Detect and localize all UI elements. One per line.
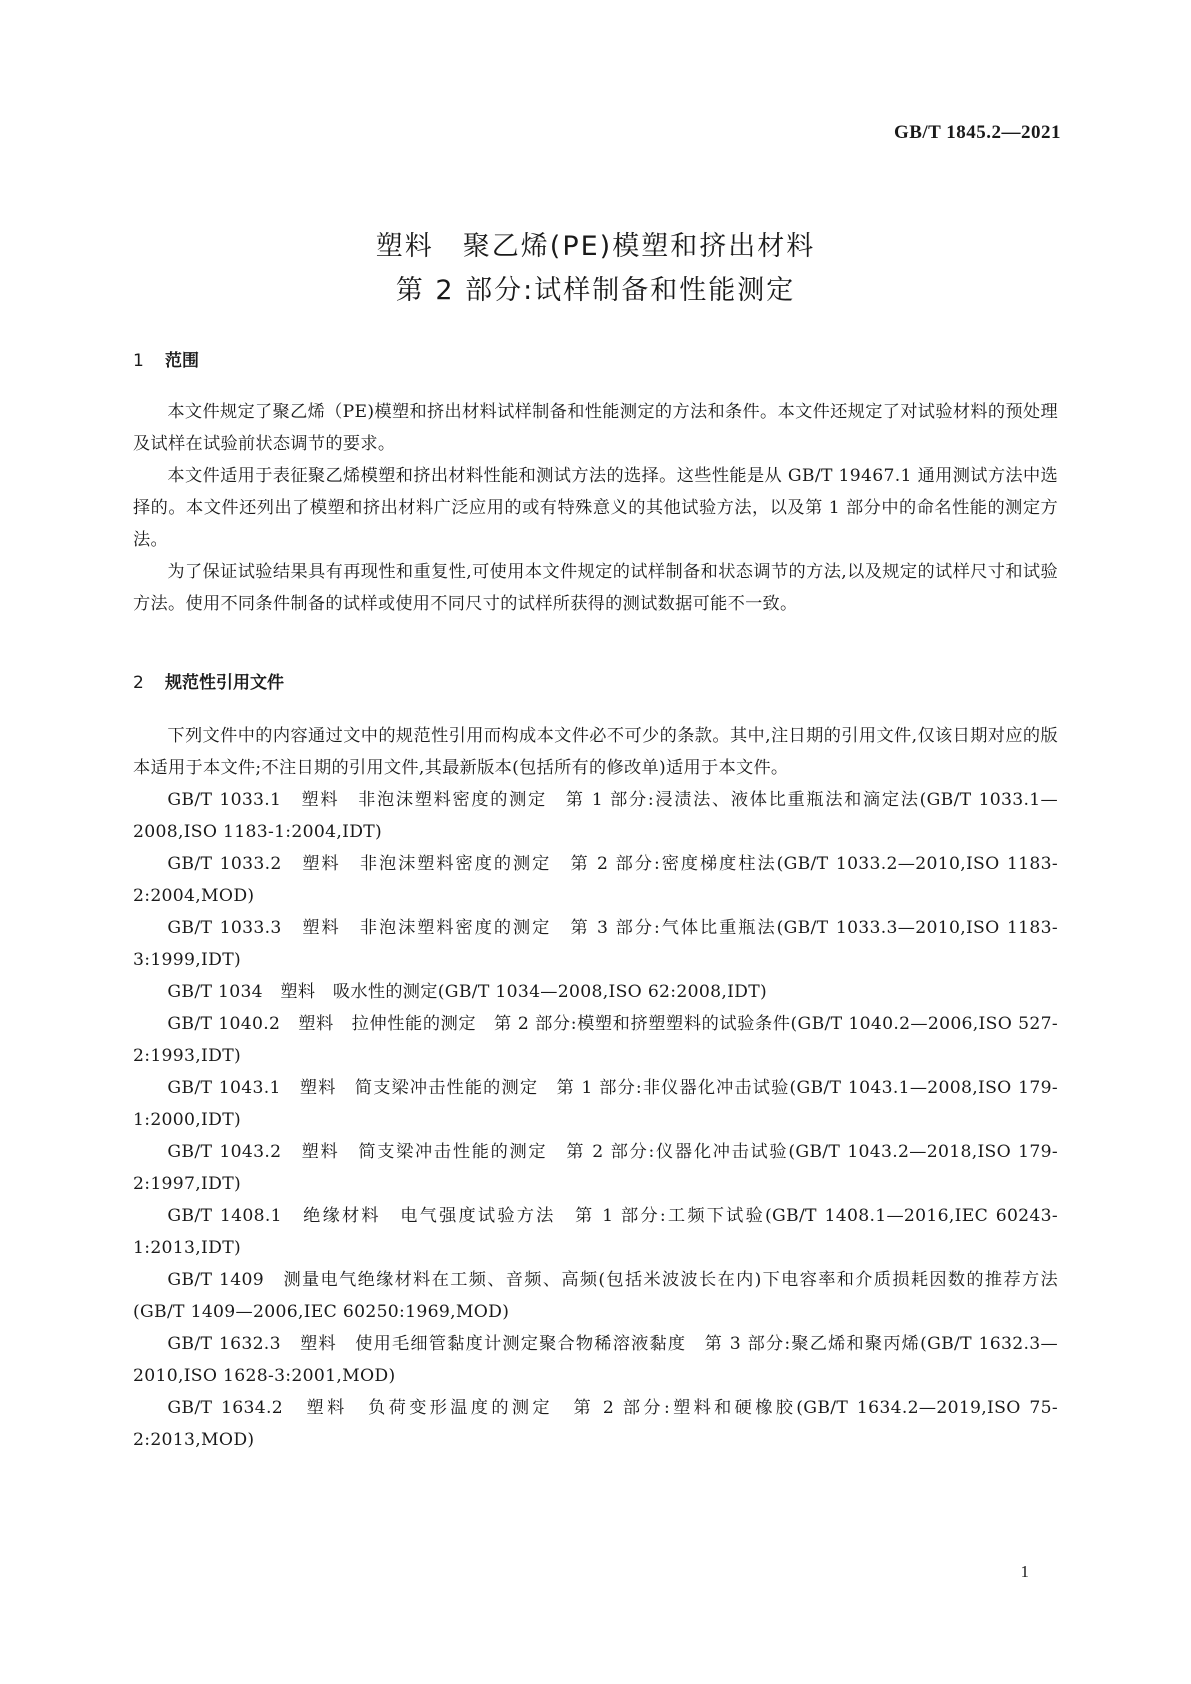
reference-item: GB/T 1408.1 绝缘材料 电气强度试验方法 第 1 部分:工频下试验(GB/T 1408.1—2016,IEC 60243-1:2013,IDT) bbox=[133, 1206, 1058, 1258]
section-1-body bbox=[133, 396, 1058, 620]
reference-item: GB/T 1043.1 塑料 简支梁冲击性能的测定 第 1 部分:非仪器化冲击试验(GB/T 1043.1—2008,ISO 179-1:2000,IDT) bbox=[133, 1078, 1058, 1130]
standard-code: GB/T 1845.2—2021 bbox=[893, 122, 1061, 143]
reference-item: GB/T 1409 测量电气绝缘材料在工频、音频、高频(包括米波波长在内)下电容率和介质损耗因数的推荐方法(GB/T 1409—2006,IEC 60250:1969,MOD) bbox=[133, 1270, 1058, 1322]
paragraph: 为了保证试验结果具有再现性和重复性,可使用本文件规定的试样制备和状态调节的方法,以及规定的试样尺寸和试验方法。使用不同条件制备的试样或使用不同尺寸的试样所获得的测试数据可能不一致。 bbox=[133, 562, 1058, 614]
section-2-title: 规范性引用文件 bbox=[165, 673, 284, 693]
document-title-line-1: 塑料 聚乙烯(PE)模塑和挤出材料 bbox=[375, 231, 816, 262]
reference-item: GB/T 1043.2 塑料 简支梁冲击性能的测定 第 2 部分:仪器化冲击试验(GB/T 1043.2—2018,ISO 179-2:1997,IDT) bbox=[133, 1142, 1058, 1194]
section-1-heading bbox=[133, 346, 199, 371]
reference-item: GB/T 1634.2 塑料 负荷变形温度的测定 第 2 部分:塑料和硬橡胶(GB/T 1634.2—2019,ISO 75-2:2013,MOD) bbox=[133, 1398, 1058, 1450]
page-number: 1 bbox=[1020, 1562, 1029, 1581]
reference-item: GB/T 1632.3 塑料 使用毛细管黏度计测定聚合物稀溶液黏度 第 3 部分:聚乙烯和聚丙烯(GB/T 1632.3—2010,ISO 1628-3:2001,MOD) bbox=[133, 1334, 1058, 1386]
reference-item: GB/T 1033.2 塑料 非泡沫塑料密度的测定 第 2 部分:密度梯度柱法(GB/T 1033.2—2010,ISO 1183-2:2004,MOD) bbox=[133, 854, 1058, 906]
paragraph: 本文件适用于表征聚乙烯模塑和挤出材料性能和测试方法的选择。这些性能是从 GB/T 19467.1 通用测试方法中选择的。本文件还列出了模塑和挤出材料广泛应用的或有特殊意义的其他试验方法，以及第 1 部分中的命名性能的测定方法。 bbox=[133, 466, 1058, 550]
reference-item: GB/T 1040.2 塑料 拉伸性能的测定 第 2 部分:模塑和挤塑塑料的试验条件(GB/T 1040.2—2006,ISO 527-2:1993,IDT) bbox=[133, 1014, 1058, 1066]
section-1-title: 范围 bbox=[165, 351, 199, 371]
section-2-number: 2 bbox=[133, 673, 144, 693]
paragraph: 下列文件中的内容通过文中的规范性引用而构成本文件必不可少的条款。其中,注日期的引用文件,仅该日期对应的版本适用于本文件;不注日期的引用文件,其最新版本(包括所有的修改单)适用于本文件。 bbox=[133, 726, 1058, 778]
section-1-number: 1 bbox=[133, 351, 144, 371]
section-2-heading bbox=[133, 668, 284, 693]
reference-item: GB/T 1034 塑料 吸水性的测定(GB/T 1034—2008,ISO 62:2008,IDT) bbox=[167, 982, 768, 1002]
document-title-line-2: 第 2 部分:试样制备和性能测定 bbox=[395, 275, 796, 306]
paragraph: 本文件规定了聚乙烯（PE)模塑和挤出材料试样制备和性能测定的方法和条件。本文件还规定了对试验材料的预处理及试样在试验前状态调节的要求。 bbox=[133, 402, 1058, 454]
reference-item: GB/T 1033.1 塑料 非泡沫塑料密度的测定 第 1 部分:浸渍法、液体比重瓶法和滴定法(GB/T 1033.1—2008,ISO 1183-1:2004,IDT) bbox=[133, 790, 1058, 842]
section-2-body bbox=[133, 720, 1058, 1456]
reference-item: GB/T 1033.3 塑料 非泡沫塑料密度的测定 第 3 部分:气体比重瓶法(GB/T 1033.3—2010,ISO 1183-3:1999,IDT) bbox=[133, 918, 1058, 970]
